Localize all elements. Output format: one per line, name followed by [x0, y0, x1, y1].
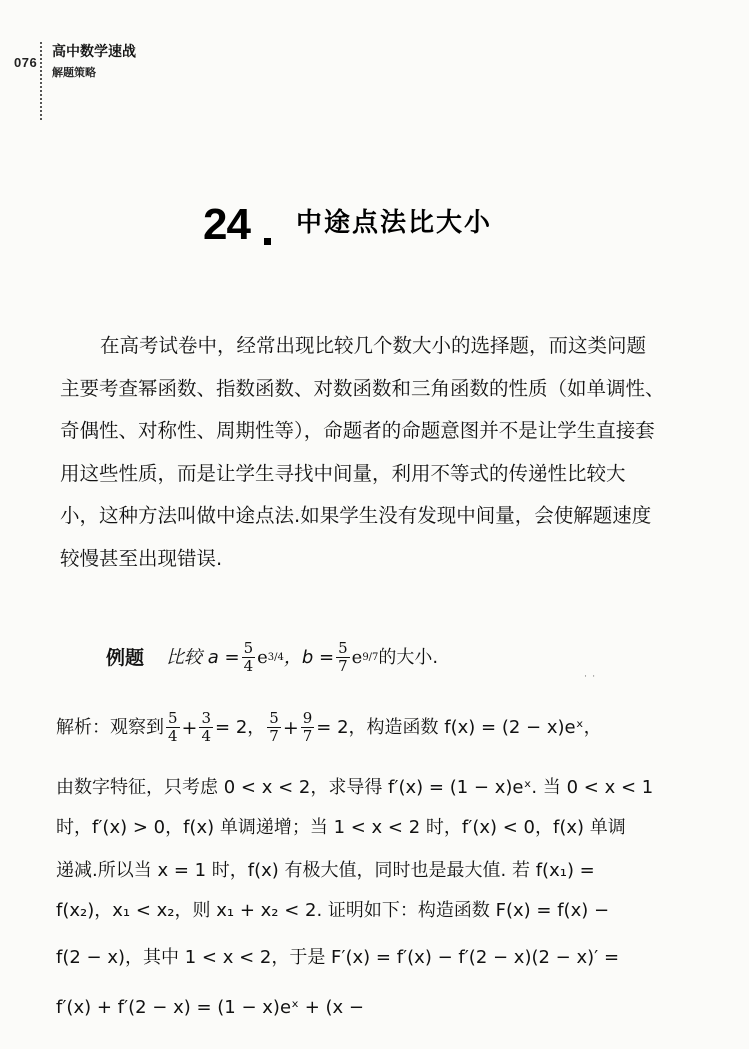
solution-line-2: 由数字特征，只考虑 0 < x < 2，求导得 f′(x) = (1 − x)eˣ. 当 0 < x < 1 — [56, 777, 654, 798]
fraction-denominator: 4 — [243, 657, 254, 675]
solution-mid: = 2， — [215, 716, 266, 738]
fraction-denominator: 7 — [269, 727, 279, 745]
solution-line-3: 时，f′(x) > 0，f(x) 单调递增；当 1 < x < 2 时，f′(x) < 0，f(x) 单调 — [56, 817, 626, 838]
chapter-dot — [264, 238, 271, 245]
solution-suffix: = 2，构造函数 f(x) = (2 − x)eˣ， — [316, 716, 602, 738]
exponent-b: 9/7 — [362, 651, 379, 663]
solution-line-1 — [56, 710, 602, 745]
scan-artifact: ˙ ˙ — [583, 675, 597, 686]
fraction-a — [242, 640, 256, 675]
fraction-numerator: 9 — [302, 709, 313, 727]
page-fade-out — [385, 990, 665, 1030]
intro-paragraph — [60, 325, 665, 580]
fraction-numerator: 5 — [338, 639, 348, 657]
fraction — [301, 710, 315, 745]
fraction-denominator: 7 — [338, 657, 348, 675]
exp-base: e — [257, 646, 268, 668]
exponent-a: 3/4 — [267, 651, 284, 663]
plus-sign: + — [282, 716, 299, 739]
chapter-title: 中途点法比大小 — [296, 208, 493, 238]
book-title: 高中数学速战 — [52, 44, 136, 60]
header-divider — [40, 42, 42, 120]
example-mid: ，b = — [283, 646, 335, 668]
solution-prefix: 解析：观察到 — [56, 716, 164, 738]
example-label: 例题 — [106, 646, 145, 669]
fraction — [199, 710, 213, 745]
book-subtitle: 解题策略 — [52, 66, 96, 79]
example-problem — [106, 640, 438, 675]
solution-line-5: f(x₂)，x₁ < x₂，则 x₁ + x₂ < 2. 证明如下：构造函数 F(x) = f(x) − — [56, 900, 610, 921]
intro-line: 用这些性质，而是让学生寻找中间量，利用不等式的传递性比较大 — [60, 461, 626, 485]
intro-line: 奇偶性、对称性、周期性等），命题者的命题意图并不是让学生直接套 — [60, 419, 655, 442]
intro-line: 主要考查幂函数、指数函数、对数函数和三角函数的性质（如单调性、 — [60, 376, 665, 400]
plus-sign: + — [181, 716, 198, 739]
fraction-denominator: 7 — [302, 727, 313, 745]
fraction-numerator: 3 — [201, 709, 212, 727]
fraction-numerator: 5 — [269, 709, 279, 727]
chapter-number: 24 — [203, 200, 250, 249]
fraction — [166, 710, 180, 745]
page-number: 076 — [14, 55, 38, 70]
fraction-numerator: 5 — [243, 639, 254, 657]
fraction-numerator: 5 — [168, 709, 178, 727]
intro-line: 小，这种方法叫做中途点法.如果学生没有发现中间量，会使解题速度 — [60, 504, 652, 527]
intro-line: 较慢甚至出现错误. — [60, 546, 223, 570]
fraction — [267, 710, 281, 745]
fraction-denominator: 4 — [168, 727, 178, 745]
fraction-b — [336, 640, 350, 675]
solution-line-4: 递减.所以当 x = 1 时，f(x) 有极大值，同时也是最大值. 若 f(x₁) = — [56, 860, 595, 881]
example-prefix: 比较 a = — [166, 646, 240, 668]
solution-line-7: f′(x) + f′(2 − x) = (1 − x)eˣ + (x − — [56, 997, 365, 1018]
solution-line-6: f(2 − x)，其中 1 < x < 2，于是 F′(x) = f′(x) − f′(2 − x)(2 − x)′ = — [56, 947, 620, 968]
example-suffix: 的大小. — [378, 646, 439, 668]
fraction-denominator: 4 — [201, 727, 212, 745]
intro-line: 在高考试卷中，经常出现比较几个数大小的选择题，而这类问题 — [100, 334, 647, 357]
exp-base: e — [351, 646, 363, 668]
